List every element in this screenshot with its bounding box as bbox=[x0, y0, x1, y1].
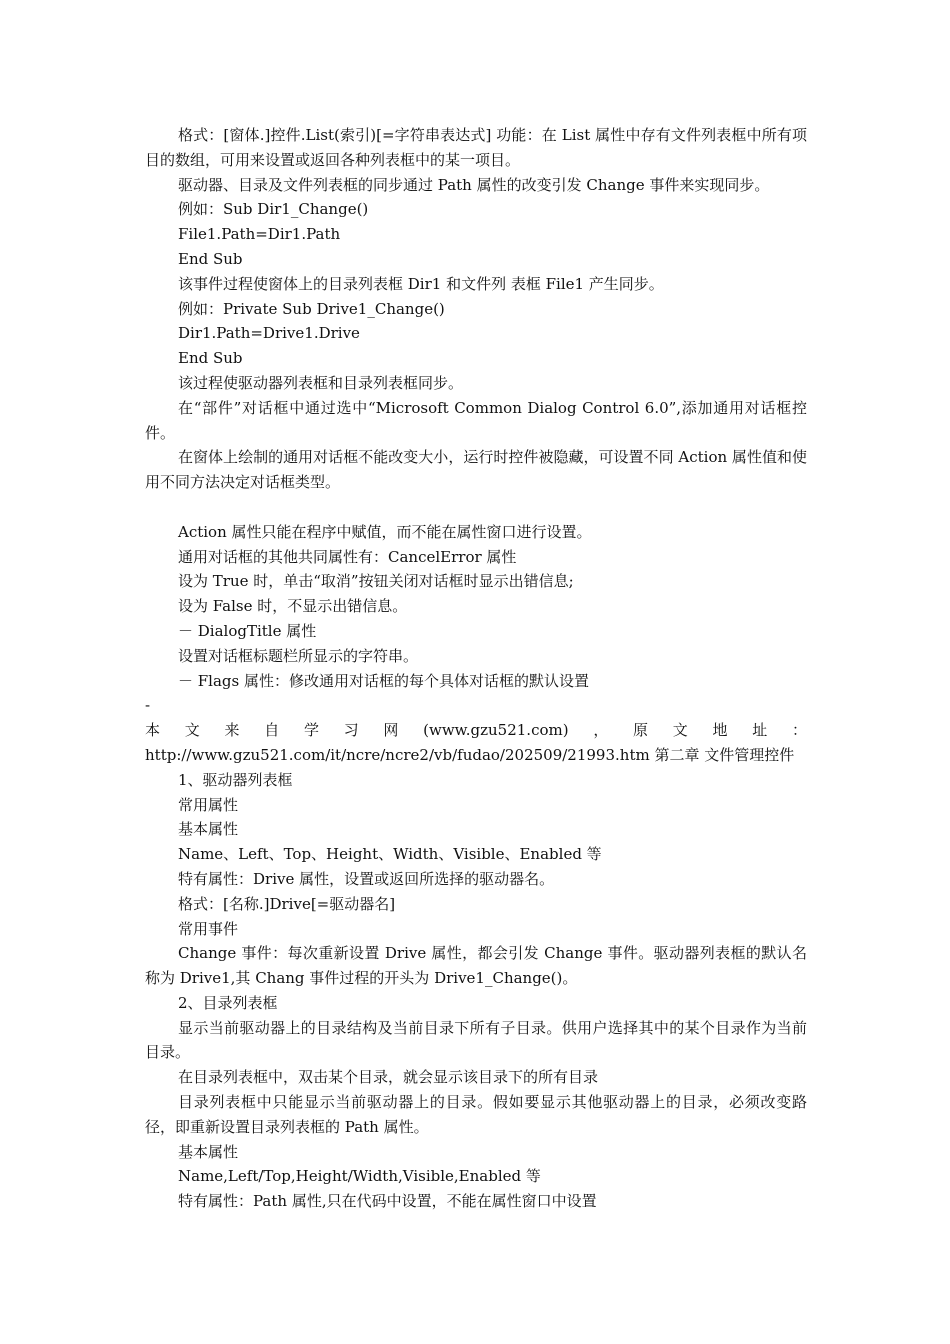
paragraph: 驱动器、目录及文件列表框的同步通过 Path 属性的改变引发 Change 事件来实现同步。 bbox=[178, 175, 770, 194]
paragraph: 特有属性：Drive 属性，设置或返回所选择的驱动器名。 bbox=[178, 869, 555, 888]
paragraph: 在目录列表框中，双击某个目录，就会显示该目录下的所有目录 bbox=[178, 1068, 599, 1087]
paragraph: 通用对话框的其他共同属性有：CancelError 属性 bbox=[178, 547, 517, 566]
source-link-line[interactable]: 本文来自学习网(www.gzu521.com)，原文地址：http://www.gzu521.com/it/ncre/ncre2/vb/fudao/202509/21993.htm 第二章 文件管理控件 bbox=[145, 721, 807, 764]
paragraph: 基本属性 bbox=[178, 1142, 239, 1161]
paragraph: 常用事件 bbox=[178, 919, 239, 938]
code-line: 例如：Sub Dir1_Change() bbox=[178, 200, 369, 219]
document-body bbox=[145, 123, 807, 1214]
section-heading: 1、驱动器列表框 bbox=[178, 770, 293, 789]
paragraph: 该过程使驱动器列表框和目录列表框同步。 bbox=[178, 373, 464, 392]
separator-mark: - bbox=[145, 696, 151, 715]
paragraph: 设置对话框标题栏所显示的字符串。 bbox=[178, 646, 419, 665]
paragraph: 特有属性：Path 属性,只在代码中设置，不能在属性窗口中设置 bbox=[178, 1192, 597, 1211]
code-line: End Sub bbox=[178, 349, 243, 368]
paragraph: 格式：[名称.]Drive[=驱动器名] bbox=[178, 894, 396, 913]
paragraph: 设为 True 时，单击“取消”按钮关闭对话框时显示出错信息; bbox=[178, 572, 574, 591]
code-line: Dir1.Path=Drive1.Drive bbox=[178, 324, 360, 343]
paragraph: － Flags 属性：修改通用对话框的每个具体对话框的默认设置 bbox=[178, 671, 589, 690]
section-heading: 2、目录列表框 bbox=[178, 993, 278, 1012]
paragraph: － DialogTitle 属性 bbox=[178, 621, 317, 640]
paragraph: Name,Left/Top,Height/Width,Visible,Enabled 等 bbox=[178, 1167, 541, 1186]
code-line: 例如：Private Sub Drive1_Change() bbox=[178, 299, 445, 318]
code-line: File1.Path=Dir1.Path bbox=[178, 225, 341, 244]
paragraph: 设为 False 时，不显示出错信息。 bbox=[178, 597, 408, 616]
paragraph: Name、Left、Top、Height、Width、Visible、Enabled 等 bbox=[178, 845, 602, 864]
paragraph: 在窗体上绘制的通用对话框不能改变大小，运行时控件被隐藏，可设置不同 Action 属性值和使用不同方法决定对话框类型。 bbox=[145, 448, 807, 492]
paragraph: Change 事件：每次重新设置 Drive 属性，都会引发 Change 事件。驱动器列表框的默认名称为 Drive1,其 Chang 事件过程的开头为 Drive1_Change()。 bbox=[145, 944, 807, 988]
blank-line bbox=[145, 495, 807, 520]
code-line: End Sub bbox=[178, 249, 243, 268]
paragraph: 目录列表框中只能显示当前驱动器上的目录。假如要显示其他驱动器上的目录，必须改变路径，即重新设置目录列表框的 Path 属性。 bbox=[145, 1093, 807, 1136]
paragraph: 在“部件”对话框中通过选中“Microsoft Common Dialog Control 6.0”,添加通用对话框控件。 bbox=[145, 398, 807, 442]
paragraph: 基本属性 bbox=[178, 820, 239, 839]
paragraph: 显示当前驱动器上的目录结构及当前目录下所有子目录。供用户选择其中的某个目录作为当前目录。 bbox=[145, 1018, 807, 1062]
paragraph: 该事件过程使窗体上的目录列表框 Dir1 和文件列 表框 File1 产生同步。 bbox=[178, 274, 664, 293]
paragraph: Action 属性只能在程序中赋值，而不能在属性窗口进行设置。 bbox=[178, 522, 592, 541]
paragraph: 格式：[窗体.]控件.List(索引)[=字符串表达式] 功能：在 List 属性中存有文件列表框中所有项目的数组，可用来设置或返回各种列表框中的某一项目。 bbox=[145, 126, 807, 169]
paragraph: 常用属性 bbox=[178, 795, 239, 814]
